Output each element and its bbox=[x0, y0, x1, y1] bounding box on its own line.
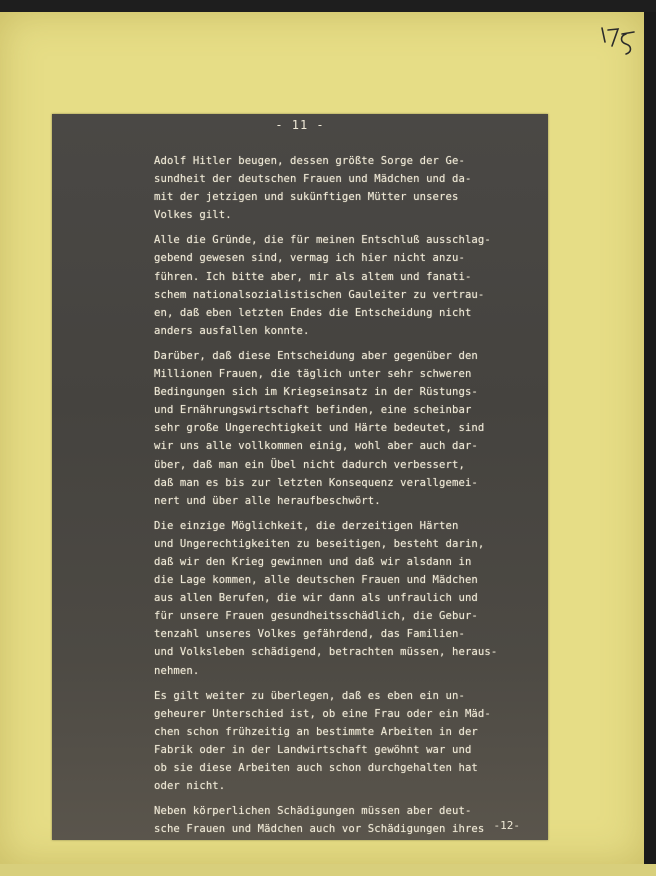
paragraph bbox=[154, 347, 544, 510]
text-line: daß wir den Krieg gewinnen und daß wir alsdann in bbox=[154, 555, 472, 568]
next-page-marker: -12- bbox=[493, 819, 520, 832]
text-line: Volkes gilt. bbox=[154, 209, 232, 222]
text-line: Alle die Gründe, die für meinen Entschluß ausschlag- bbox=[154, 234, 491, 247]
text-line: gebend gewesen sind, vermag ich hier nicht anzu- bbox=[154, 252, 465, 265]
text-line: Neben körperlichen Schädigungen müssen aber deut- bbox=[154, 805, 472, 818]
text-line: nehmen. bbox=[154, 664, 200, 677]
text-line: oder nicht. bbox=[154, 780, 226, 793]
text-line: Bedingungen sich im Kriegseinsatz in der Rüstungs- bbox=[154, 386, 478, 399]
text-line: ob sie diese Arbeiten auch schon durchgehalten hat bbox=[154, 762, 478, 774]
text-line: Es gilt weiter zu überlegen, daß es eben ein un- bbox=[154, 689, 465, 702]
text-line: Adolf Hitler beugen, dessen größte Sorge der Ge- bbox=[154, 155, 465, 167]
scanner-right-border bbox=[644, 12, 656, 876]
text-line: daß man es bis zur letzten Konsequenz verallgemei- bbox=[154, 476, 478, 489]
handwritten-folio-number bbox=[596, 20, 642, 60]
text-line: anders ausfallen konnte. bbox=[154, 324, 310, 337]
text-line: Darüber, daß diese Entscheidung aber gegenüber den bbox=[154, 349, 478, 362]
photostat-page bbox=[52, 114, 548, 840]
text-line: nert und über alle heraufbeschwört. bbox=[154, 494, 381, 507]
text-line: aus allen Berufen, die wir dann als unfraulich und bbox=[154, 592, 478, 605]
paragraph bbox=[154, 687, 544, 796]
text-line: Fabrik oder in der Landwirtschaft gewöhnt war und bbox=[154, 743, 472, 756]
text-line: und Ernährungswirtschaft befinden, eine scheinbar bbox=[154, 404, 472, 417]
text-line: en, daß eben letzten Endes die Entscheidung nicht bbox=[154, 306, 472, 319]
paragraph bbox=[154, 152, 544, 224]
text-line: sche Frauen und Mädchen auch vor Schädigungen ihres bbox=[154, 823, 485, 836]
text-line: tenzahl unseres Volkes gefährdend, das Familien- bbox=[154, 628, 465, 641]
text-line: chen schon frühzeitig an bestimmte Arbeiten in der bbox=[154, 725, 478, 738]
text-line: Millionen Frauen, die täglich unter sehr schweren bbox=[154, 368, 472, 381]
text-line: Die einzige Möglichkeit, die derzeitigen Härten bbox=[154, 519, 459, 532]
text-line: sehr große Ungerechtigkeit und Härte bedeutet, sind bbox=[154, 422, 485, 435]
text-line: geheurer Unterschied ist, ob eine Frau oder ein Mäd- bbox=[154, 707, 491, 720]
text-line: sundheit der deutschen Frauen und Mädchen und da- bbox=[154, 173, 472, 186]
text-line: über, daß man ein Übel nicht dadurch verbessert, bbox=[154, 458, 465, 471]
text-line: wir uns alle vollkommen einig, wohl aber auch dar- bbox=[154, 440, 478, 453]
text-line: die Lage kommen, alle deutschen Frauen und Mädchen bbox=[154, 574, 478, 587]
text-line: mit der jetzigen und sukünftigen Mütter unseres bbox=[154, 191, 459, 204]
text-line: und Ungerechtigkeiten zu beseitigen, besteht darin, bbox=[154, 537, 485, 550]
scanner-top-border bbox=[0, 0, 656, 12]
text-line: schem nationalsozialistischen Gauleiter zu vertrau- bbox=[154, 288, 485, 301]
text-line: und Volksleben schädigend, betrachten müssen, heraus- bbox=[154, 646, 498, 659]
text-line: führen. Ich bitte aber, mir als altem und fanati- bbox=[154, 270, 472, 283]
page-number: - 11 - bbox=[275, 118, 325, 132]
paragraph bbox=[154, 231, 544, 340]
document-body bbox=[154, 152, 544, 845]
paragraph bbox=[154, 802, 544, 838]
paragraph bbox=[154, 517, 544, 680]
sheet-bottom-edge bbox=[0, 864, 656, 876]
text-line: für unsere Frauen gesundheitsschädlich, die Gebur- bbox=[154, 610, 478, 623]
